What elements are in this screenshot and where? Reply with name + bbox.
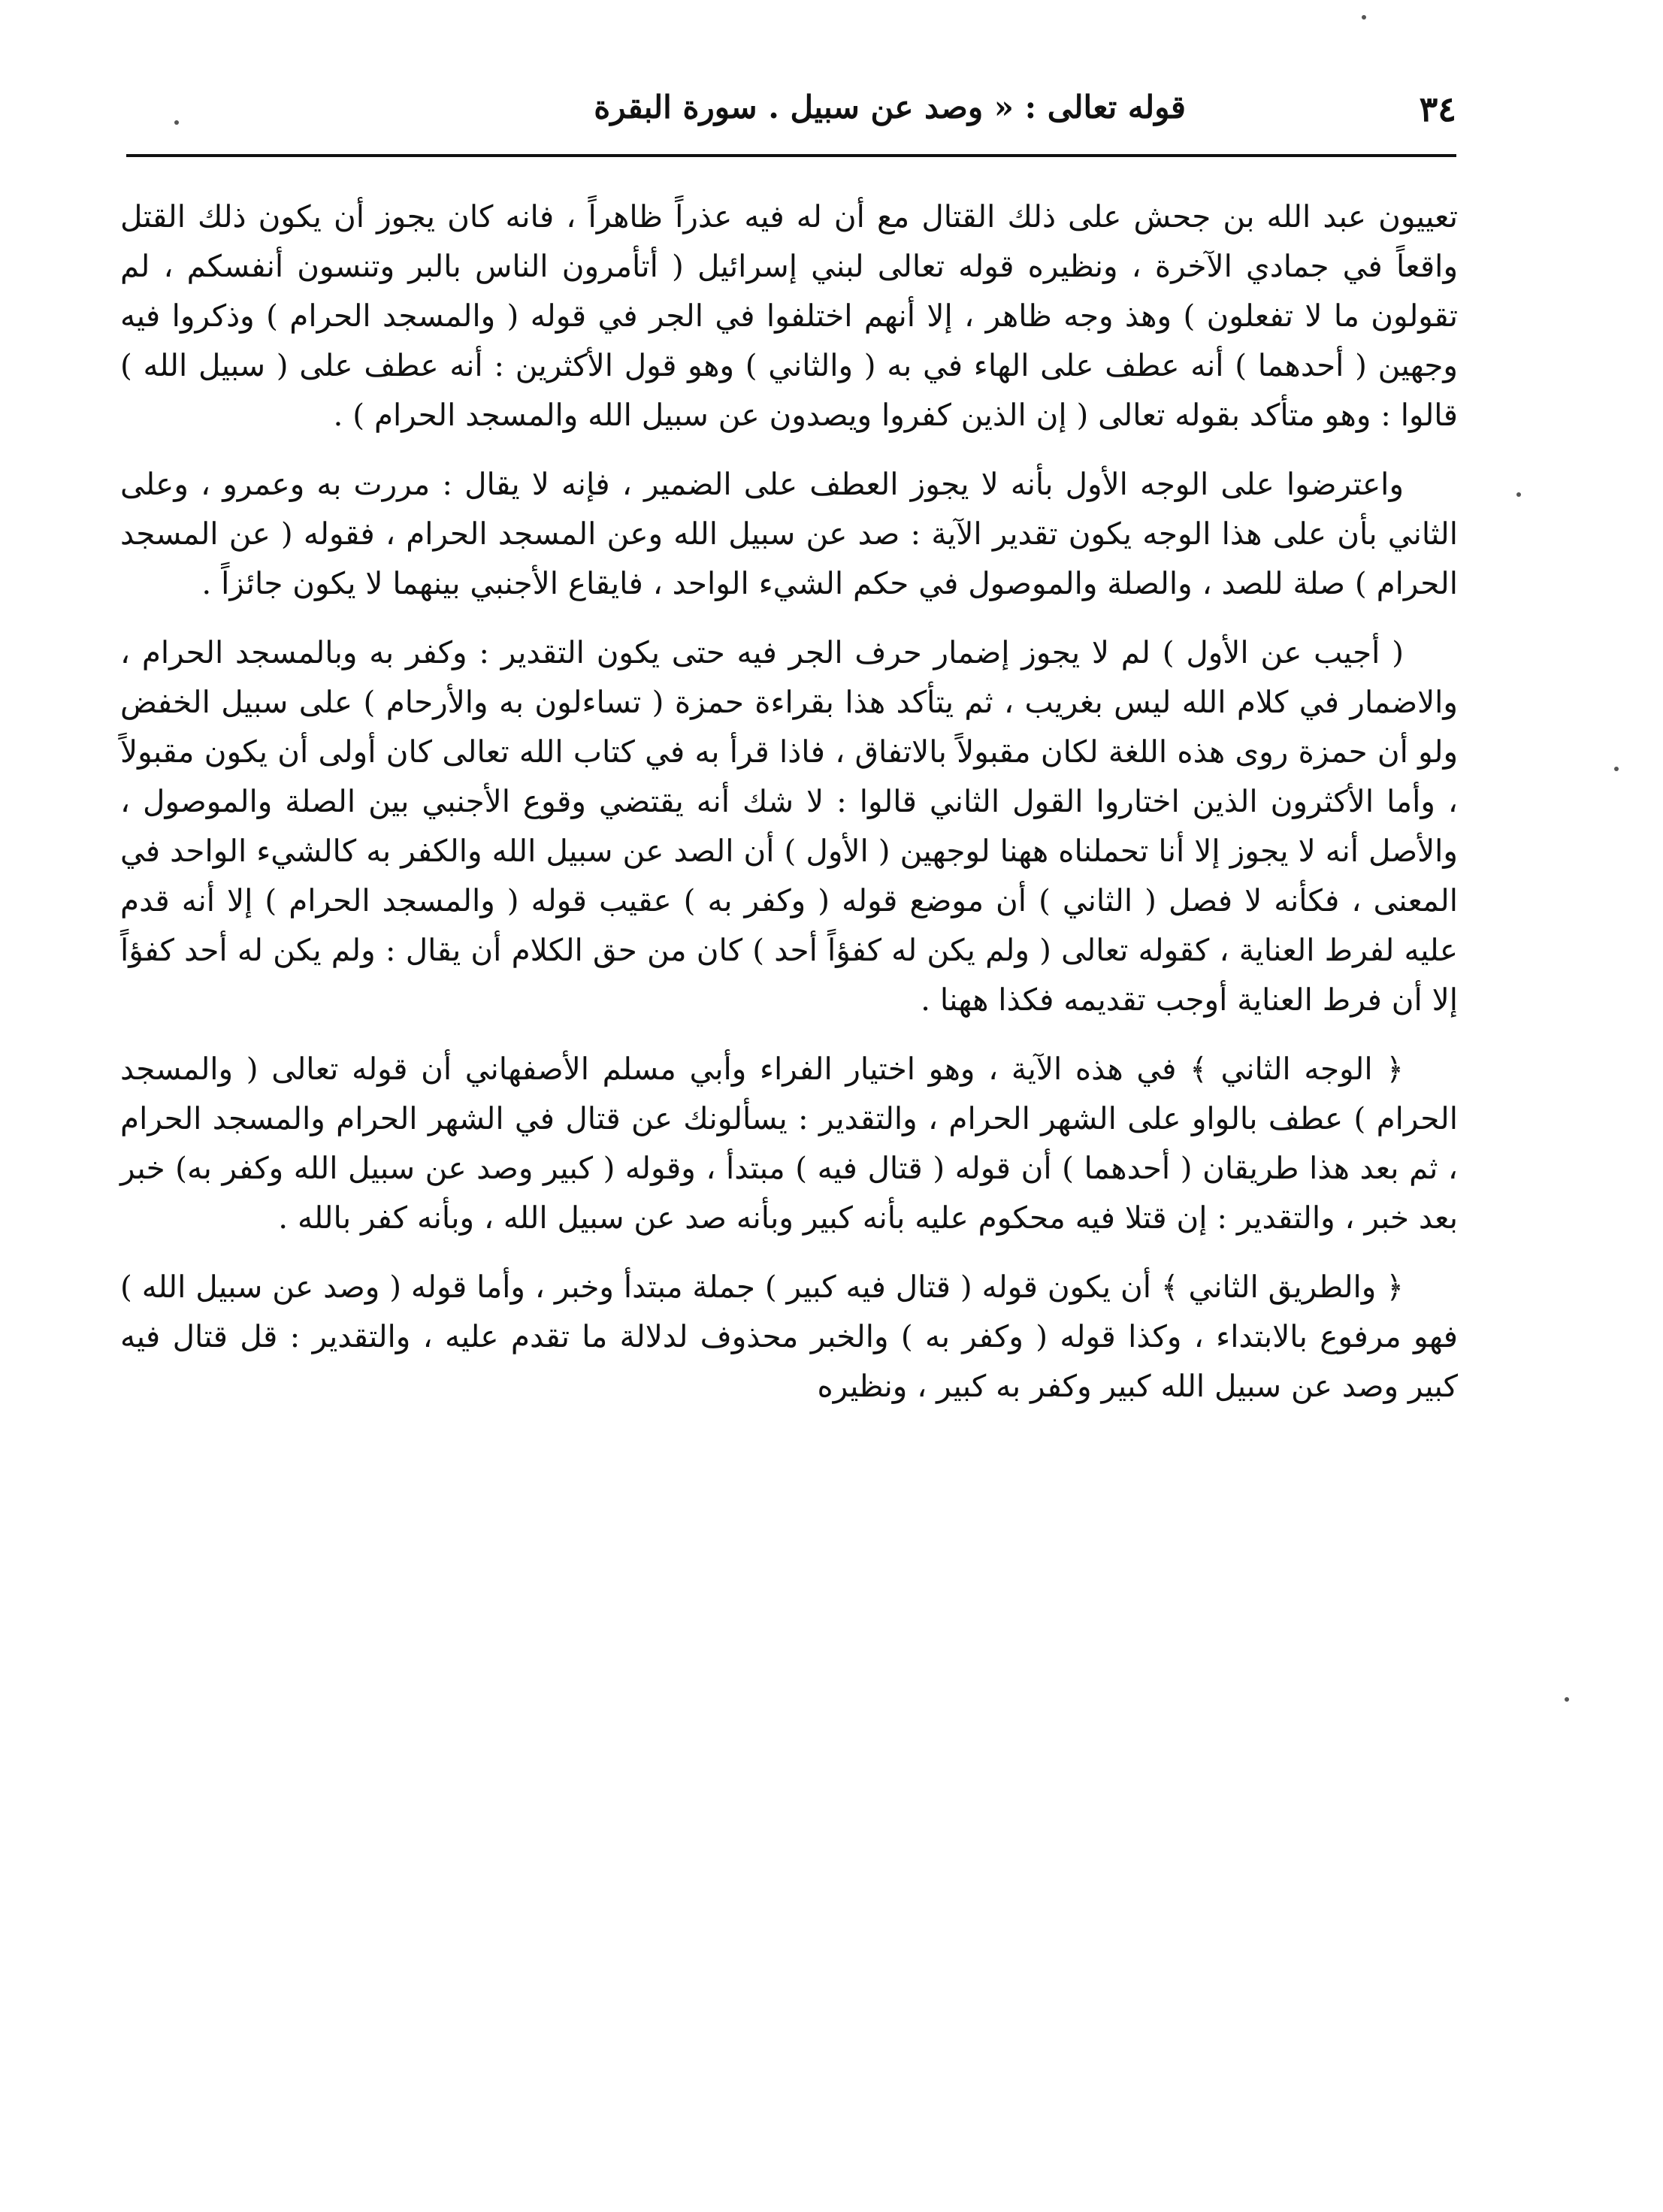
header-title: قوله تعالى : « وصد عن سبيل . سورة البقرة bbox=[594, 89, 1186, 126]
paragraph: واعترضوا على الوجه الأول بأنه لا يجوز العطف على الضمير ، فإنه لا يقال : مررت به وعمرو ، وعلى الثاني بأن على هذا الوجه يكون تقدير الآية : صد عن سبيل الله وعن المسجد الحرام ، فقوله ( عن المسجد الحرام ) صلة للصد ، والصلة والموصول في حكم الشيء الواحد ، فايقاع الأجنبي بينهما لا يكون جائزاً . bbox=[120, 466, 1458, 601]
page-number: ٣٤ bbox=[1419, 89, 1456, 129]
scan-speck bbox=[174, 120, 179, 125]
scan-speck bbox=[1516, 492, 1521, 497]
paragraph: تعييون عبد الله بن جحش على ذلك القتال مع أن له فيه عذراً ظاهراً ، فانه كان يجوز أن يكون ذلك القتل واقعاً في جمادي الآخرة ، ونظيره قوله تعالى لبني إسرائيل ( أتأمرون الناس بالبر وتنسون أنفسكم ، لم تقولون ما لا تفعلون ) وهذ وجه ظاهر ، إلا أنهم اختلفوا في الجر في قوله ( والمسجد الحرام ) وذكروا فيه وجهين ( أحدهما ) أنه عطف على الهاء في به ( والثاني ) وهو قول الأكثرين : أنه عطف على ( سبيل الله ) قالوا : وهو متأكد بقوله تعالى ( إن الذين كفروا ويصدون عن سبيل الله والمسجد الحرام ) . bbox=[120, 198, 1458, 433]
header-divider bbox=[126, 154, 1456, 157]
paragraph: ﴿ والطريق الثاني ﴾ أن يكون قوله ( قتال فيه كبير ) جملة مبتدأ وخبر ، وأما قوله ( وصد عن سبيل الله ) فهو مرفوع بالابتداء ، وكذا قوله ( وكفر به ) والخبر محذوف لدلالة ما تقدم عليه ، والتقدير : قل قتال فيه كبير وصد عن سبيل الله كبير وكفر به كبير ، ونظيره bbox=[120, 1269, 1458, 1404]
paragraph: ﴿ الوجه الثاني ﴾ في هذه الآية ، وهو اختيار الفراء وأبي مسلم الأصفهاني أن قوله تعالى ( والمسجد الحرام ) عطف بالواو على الشهر الحرام ، والتقدير : يسألونك عن قتال في الشهر الحرام والمسجد الحرام ، ثم بعد هذا طريقان ( أحدهما ) أن قوله ( قتال فيه ) مبتدأ ، وقوله ( كبير وصد عن سبيل الله وكفر به) خبر بعد خبر ، والتقدير : إن قتلا فيه محكوم عليه بأنه كبير وبأنه صد عن سبيل الله ، وبأنه كفر بالله . bbox=[120, 1051, 1458, 1236]
scan-speck bbox=[1614, 767, 1619, 771]
scan-speck bbox=[1565, 1697, 1569, 1702]
running-header bbox=[126, 89, 1456, 149]
paragraph: ( أجيب عن الأول ) لم لا يجوز إضمار حرف الجر فيه حتى يكون التقدير : وكفر به وبالمسجد الحرام ، والاضمار في كلام الله ليس بغريب ، ثم يتأكد هذا بقراءة حمزة ( تساءلون به والأرحام ) على سبيل الخفض ولو أن حمزة روى هذه اللغة لكان مقبولاً بالاتفاق ، فاذا قرأ به في كتاب الله تعالى كان أولى أن يكون مقبولاً ، وأما الأكثرون الذين اختاروا القول الثاني قالوا : لا شك أنه يقتضي وقوع الأجنبي بين الصلة والموصول ، والأصل أنه لا يجوز إلا أنا تحملناه ههنا لوجهين ( الأول ) أن الصد عن سبيل الله والكفر به كالشيء الواحد في المعنى ، فكأنه لا فصل ( الثاني ) أن موضع قوله ( وكفر به ) عقيب قوله ( والمسجد الحرام ) إلا أنه قدم عليه لفرط العناية ، كقوله تعالى ( ولم يكن له كفؤاً أحد ) كان من حق الكلام أن يقال : ولم يكن له أحد كفؤاً إلا أن فرط العناية أوجب تقديمه فكذا ههنا . bbox=[120, 634, 1458, 1018]
body-text bbox=[120, 192, 1458, 1430]
scan-speck bbox=[1362, 15, 1366, 20]
